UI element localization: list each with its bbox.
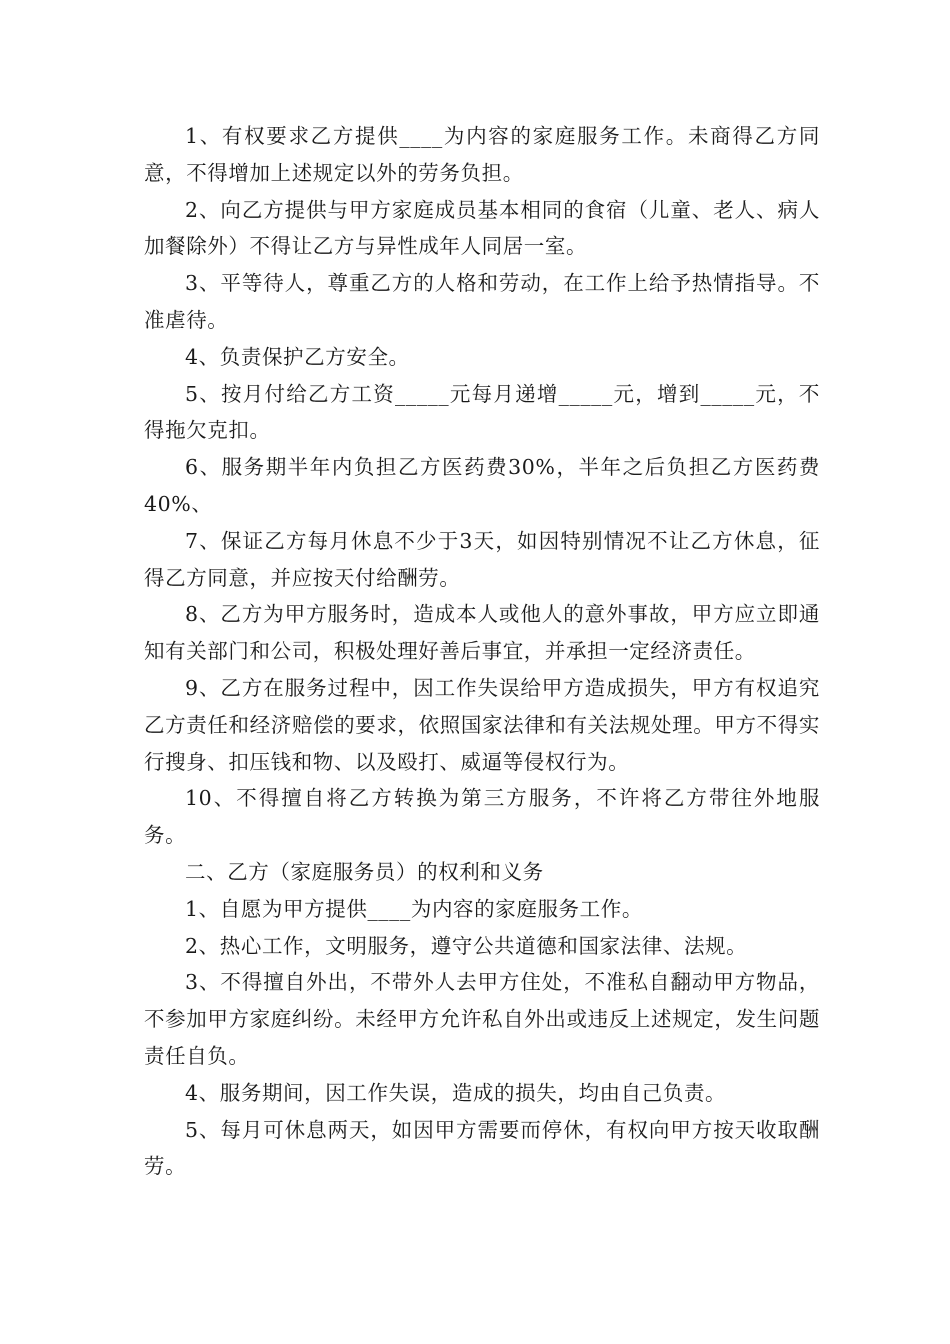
duty-4: 4、服务期间，因工作失误，造成的损失，均由自己负责。 [185, 1080, 727, 1105]
duty-1: 1、自愿为甲方提供____为内容的家庭服务工作。 [185, 896, 643, 921]
clause-9: 9、乙方在服务过程中，因工作失误给甲方造成损失，甲方有权追究乙方责任和经济赔偿的要求，依照国家法律和有关法规处理。甲方不得实行搜身、扣压钱和物、以及殴打、威逼等侵权行为。 [144, 675, 820, 774]
clause-2: 2、向乙方提供与甲方家庭成员基本相同的食宿（儿童、老人、病人加餐除外）不得让乙方与异性成年人同居一室。 [144, 197, 820, 259]
clause-5: 5、按月付给乙方工资_____元每月递增_____元，增到_____元，不得拖欠克扣。 [144, 381, 820, 443]
clause-10: 10、不得擅自将乙方转换为第三方服务，不许将乙方带往外地服务。 [144, 786, 820, 848]
clause-1: 1、有权要求乙方提供____为内容的家庭服务工作。未商得乙方同意，不得增加上述规定以外的劳务负担。 [144, 124, 820, 185]
clause-3: 3、平等待人，尊重乙方的人格和劳动，在工作上给予热情指导。不准虐待。 [144, 271, 820, 332]
clause-4: 4、负责保护乙方安全。 [185, 344, 410, 369]
duty-5: 5、每月可休息两天，如因甲方需要而停休，有权向甲方按天收取酬劳。 [144, 1117, 820, 1179]
clause-6: 6、服务期半年内负担乙方医药费30%，半年之后负担乙方医药费40%、 [144, 455, 820, 516]
document-body [144, 118, 820, 1185]
duty-2: 2、热心工作，文明服务，遵守公共道德和国家法律、法规。 [185, 933, 748, 958]
section-heading: 二、乙方（家庭服务员）的权利和义务 [185, 859, 544, 884]
clause-8: 8、乙方为甲方服务时，造成本人或他人的意外事故，甲方应立即通知有关部门和公司，积极处理好善后事宜，并承担一定经济责任。 [144, 602, 820, 664]
duty-3: 3、不得擅自外出，不带外人去甲方住处，不准私自翻动甲方物品，不参加甲方家庭纠纷。未经甲方允许私自外出或违反上述规定，发生问题责任自负。 [144, 970, 820, 1068]
clause-7: 7、保证乙方每月休息不少于3天，如因特别情况不让乙方休息，征得乙方同意，并应按天付给酬劳。 [144, 528, 820, 590]
